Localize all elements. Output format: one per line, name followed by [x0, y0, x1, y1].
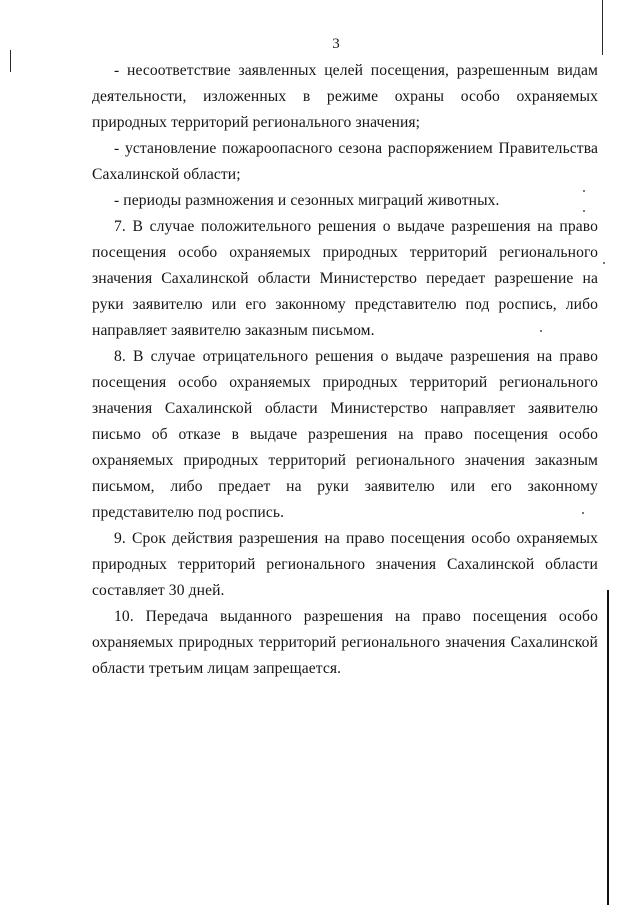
paragraph-purpose-mismatch: - несоответствие заявленных целей посещения, разрешенным видам деятельности, изложенных в режиме охраны особо охраняемых природных территорий регионального значения;: [92, 62, 598, 131]
paragraph-9-validity-period: 9. Срок действия разрешения на право посещения особо охраняемых природных территорий регионального значения Сахалинской области составляет 30 дней.: [92, 530, 598, 599]
paragraph-7-positive-decision: 7. В случае положительного решения о выдаче разрешения на право посещения особо охраняемых природных территорий регионального значения Сахалинской области Министерство передает разрешение на руки заявителю или его законному представителю под роспись, либо направляет заявителю заказным письмом.: [92, 218, 598, 339]
paragraph-8-negative-decision: 8. В случае отрицательного решения о выдаче разрешения на право посещения особо охраняемых природных территорий регионального значения Сахалинской области Министерство направляет заявителю письмо об отказе в выдаче разрешения на право посещения особо охраняемых природных территорий регионального значения заказным письмом, либо предает на руки заявителю или его законному представителю под роспись.: [92, 348, 598, 521]
document-body: [92, 58, 598, 682]
page-number: 3: [332, 36, 340, 52]
scan-artifact-right-bottom-edge: [607, 590, 609, 905]
paragraph-breeding-periods: - периоды размножения и сезонных миграций животных.: [114, 192, 500, 209]
scan-speck: [603, 262, 605, 264]
scan-artifact-left-edge: [10, 50, 11, 72]
paragraph-10-transfer-prohibited: 10. Передача выданного разрешения на право посещения особо охраняемых природных территорий регионального значения Сахалинской области третьим лицам запрещается.: [92, 608, 598, 677]
paragraph-fire-season: - установление пожароопасного сезона распоряжением Правительства Сахалинской области;: [92, 140, 598, 183]
